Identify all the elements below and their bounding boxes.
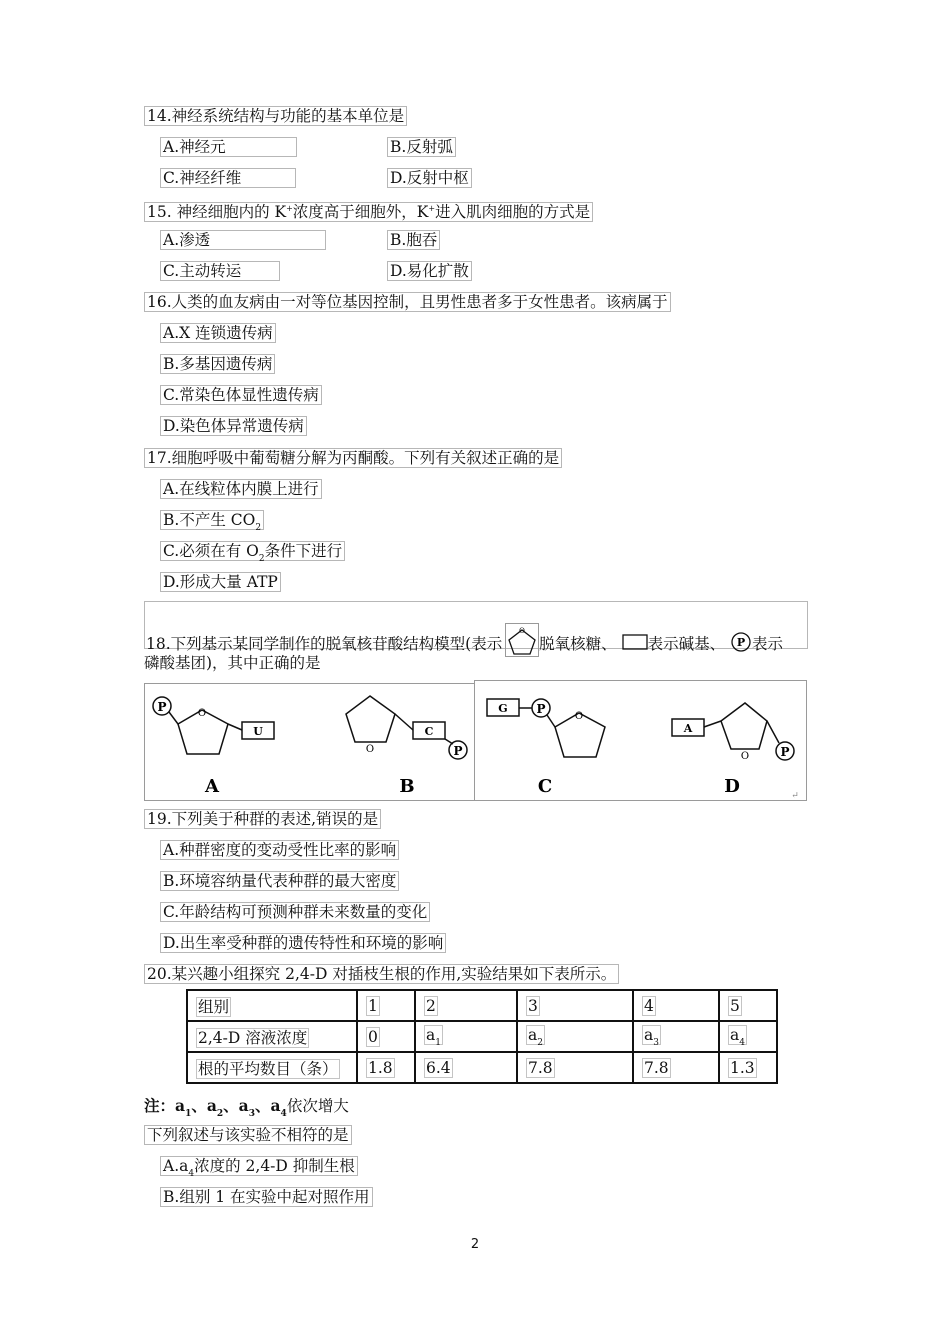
q16-option-b: B.多基因遗传病: [160, 354, 275, 374]
base-label: G: [498, 702, 508, 715]
q19-option-d: D.出生率受种群的遗传特性和环境的影响: [160, 933, 446, 953]
oxygen-label: O: [365, 744, 375, 755]
q17-option-c: C.必须在有 $O_2$条件下进行: [160, 541, 345, 569]
base-label: C: [424, 725, 434, 738]
q15-option-b: B.胞吞: [387, 230, 440, 250]
q14-option-c: C.神经纤维: [160, 168, 296, 188]
q14-stem: 14.神经系统结构与功能的基本单位是: [144, 106, 407, 126]
svg-text:O: O: [519, 627, 526, 635]
phosphate-label: P: [157, 700, 167, 714]
base-rectangle-icon: [622, 634, 648, 652]
q20-option-a: $A.a_4$浓度的 2,4-D 抑制生根: [160, 1156, 358, 1184]
q14-option-a: A.神经元: [160, 137, 297, 157]
q18-stem-line2: 磷酸基团)，其中正确的是: [144, 654, 321, 672]
table-cell: 7.8: [633, 1052, 719, 1083]
model-label: D: [724, 776, 740, 797]
base-label: U: [253, 725, 263, 738]
sugar-pentagon: [721, 703, 767, 749]
q19-option-a: A.种群密度的变动受性比率的影响: [160, 840, 399, 860]
sugar-pentagon: [346, 696, 395, 742]
table-cell: $a_2$: [517, 1021, 633, 1052]
table-cell: 1: [357, 990, 415, 1021]
table-cell: 组别: [187, 990, 357, 1021]
q20-stem: 20.某兴趣小组探究 2,4-D 对插枝生根的作用,实验结果如下表所示。: [144, 964, 619, 984]
q18-stem-line1: 18.下列基示某同学制作的脱氧核苷酸结构模型(表示 O 脱氧核糖、 表示碱基、 P 表示: [146, 623, 783, 657]
q16-stem: 16.人类的血友病由一对等位基因控制，且男性患者多于女性患者。该病属于: [144, 292, 671, 312]
table-cell: 2: [415, 990, 517, 1021]
q20-question: 下列叙述与该实验不相符的是: [144, 1125, 352, 1145]
phosphate-label: P: [780, 745, 790, 759]
table-cell: $a_1$: [415, 1021, 517, 1052]
return-mark: ↵: [791, 791, 799, 800]
model-label: C: [537, 776, 553, 797]
q15-stem: 15. 神经细胞内的 K+浓度高于细胞外，K+进入肌肉细胞的方式是: [144, 199, 593, 222]
q20-note: 注：$a_1$、$a_2$、$a_3$、$a_4$依次增大: [144, 1096, 349, 1119]
model-c: [487, 699, 605, 797]
q18-figure-cd-svg: [475, 681, 806, 800]
q16-option-a: A.X 连锁遗传病: [160, 323, 276, 343]
table-cell: 5: [719, 990, 777, 1021]
table-row-roots: [187, 1052, 777, 1083]
model-a: [153, 697, 274, 797]
table-cell: 6.4: [415, 1052, 517, 1083]
q19-stem: 19.下列美于种群的表述,销误的是: [144, 809, 381, 829]
q17-option-b: B.不产生 $CO_2$: [160, 510, 264, 538]
page-number: 2: [470, 1237, 480, 1252]
q16-option-c: C.常染色体显性遗传病: [160, 385, 322, 405]
table-row-concentration: [187, 1021, 777, 1052]
oxygen-label: O: [197, 708, 207, 719]
table-cell: $a_4$: [719, 1021, 777, 1052]
table-cell: 根的平均数目（条）: [187, 1052, 357, 1083]
phosphate-circle-icon: [730, 631, 752, 653]
experiment-table: [186, 989, 778, 1084]
model-b: [346, 696, 467, 797]
table-cell: $a_3$: [633, 1021, 719, 1052]
q14-option-b: B.反射弧: [387, 137, 456, 157]
table-cell: 1.3: [719, 1052, 777, 1083]
sugar-pentagon-icon: [505, 623, 539, 657]
q15-option-a: A.渗透: [160, 230, 326, 250]
q19-option-c: C.年龄结构可预测种群未来数量的变化: [160, 902, 430, 922]
q20-option-b: B.组别 1 在实验中起对照作用: [160, 1187, 373, 1207]
model-label: A: [205, 776, 219, 797]
q15-option-c: C.主动转运: [160, 261, 280, 281]
svg-text:P: P: [736, 636, 746, 649]
q17-stem: 17.细胞呼吸中葡萄糖分解为丙酮酸。下列有关叙述正确的是: [144, 448, 562, 468]
q18-figure-ab-svg: [145, 684, 475, 800]
oxygen-label: O: [740, 751, 750, 762]
oxygen-label: O: [574, 711, 584, 722]
q19-option-b: B.环境容纳量代表种群的最大密度: [160, 871, 399, 891]
table-row-header: [187, 990, 777, 1021]
table-cell: 7.8: [517, 1052, 633, 1083]
table-cell: 4: [633, 990, 719, 1021]
q18-figure-ab: [144, 683, 476, 801]
q17-option-a: A.在线粒体内膜上进行: [160, 479, 322, 499]
table-cell: 1.8: [357, 1052, 415, 1083]
q14-option-d: D.反射中枢: [387, 168, 472, 188]
model-d: [672, 703, 799, 800]
base-label: A: [683, 722, 693, 735]
table-cell: 0: [357, 1021, 415, 1052]
q16-option-d: D.染色体异常遗传病: [160, 416, 307, 436]
phosphate-label: P: [536, 702, 546, 716]
model-label: B: [399, 776, 415, 797]
phosphate-label: P: [453, 744, 463, 758]
q17-option-d: D.形成大量 ATP: [160, 572, 281, 592]
q15-option-d: D.易化扩散: [387, 261, 472, 281]
table-cell: 2,4-D 溶液浓度: [187, 1021, 357, 1052]
table-cell: 3: [517, 990, 633, 1021]
q18-figure-cd: [474, 680, 807, 801]
